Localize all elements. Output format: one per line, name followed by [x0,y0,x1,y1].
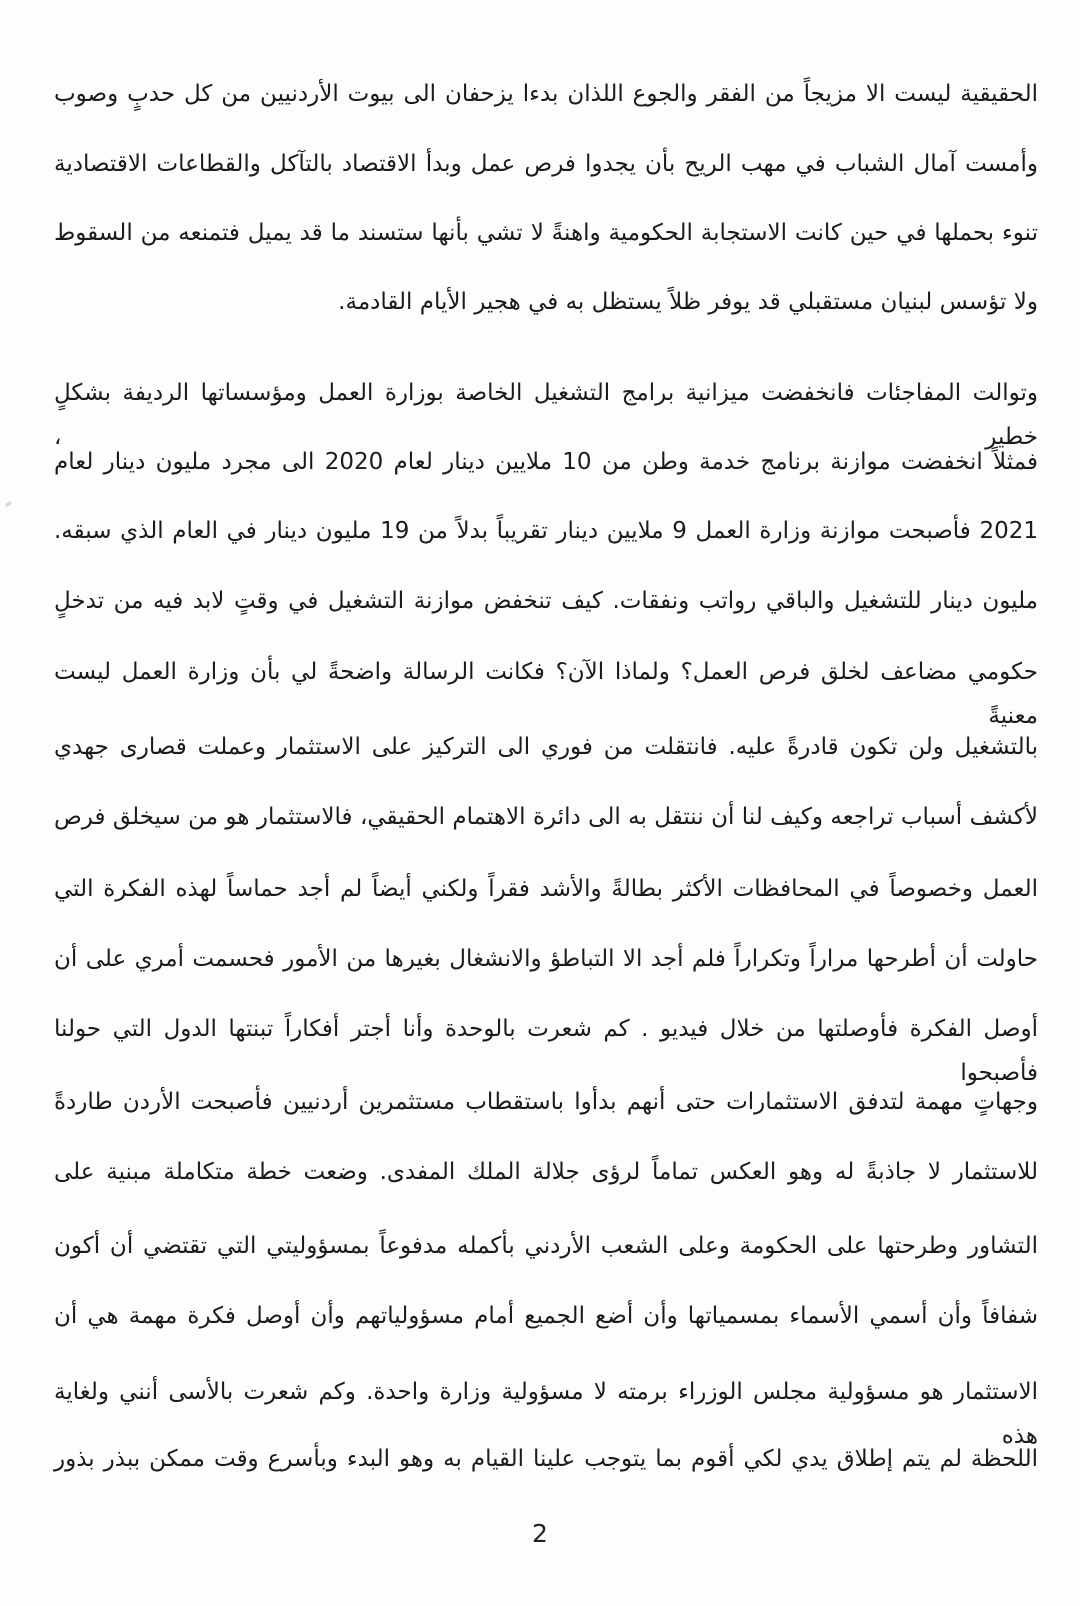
text-line: لأكشف أسباب تراجعه وكيف لنا أن ننتقل به الى دائرة الاهتمام الحقيقي، فالاستثمار هو من سيخلق فرص [54,804,1038,830]
text-line: بالتشغيل ولن تكون قادرةً عليه. فانتقلت من فوري الى التركيز على الاستثمار وعملت قصارى جهدي [54,734,1038,760]
text-line: العمل وخصوصاً في المحافظات الأكثر بطالةً والأشد فقراً ولكني أيضاً لم أجد حماساً لهذه الفكرة التي [54,876,1038,902]
text-line: فمثلاً انخفضت موازنة برنامج خدمة وطن من 10 ملايين دينار لعام 2020 الى مجرد مليون دينار لعام [54,449,1039,475]
text-line: وأمست آمال الشباب في مهب الريح بأن يجدوا فرص عمل وبدأ الاقتصاد بالتآكل والقطاعات الاقتصادية [54,151,1038,177]
text-line: أوصل الفكرة فأوصلتها من خلال فيديو . كم شعرت بالوحدة وأنا أجتر أفكاراً تبنتها الدول التي حولنا فأصبحوا [54,1016,1038,1086]
text-line: الحقيقية ليست الا مزيجاً من الفقر والجوع اللذان بدءا يزحفان الى بيوت الأردنيين من كل حدبٍ وصوب [54,81,1038,107]
text-line: ولا تؤسس لبنيان مستقبلي قد يوفر ظلاً يستظل به في هجير الأيام القادمة. [338,289,1038,315]
page-number: 2 [532,1519,548,1548]
text-line: الاستثمار هو مسؤولية مجلس الوزراء برمته لا مسؤولية وزارة واحدة. وكم شعرت بالأسى أنني ولغاية هذه [54,1379,1038,1449]
scan-artifact [4,500,12,507]
text-line: مليون دينار للتشغيل والباقي رواتب ونفقات. كيف تنخفض موازنة التشغيل في وقتٍ لابد فيه من تدخلٍ [54,588,1038,614]
text-line: اللحظة لم يتم إطلاق يدي لكي أقوم بما يتوجب علينا القيام به وهو البدء وبأسرع وقت ممكن ببذر بذور [54,1446,1038,1472]
text-line: 2021 فأصبحت موازنة وزارة العمل 9 ملايين دينار تقريباً بدلاً من 19 مليون دينار في العام الذي سبقه. [54,518,1038,544]
text-line: وجهاتٍ مهمة لتدفق الاستثمارات حتى أنهم بدأوا باستقطاب مستثمرين أردنيين فأصبحت الأردن طاردةً [54,1089,1038,1115]
text-line: تنوء بحملها في حين كانت الاستجابة الحكومية واهنةً لا تشي بأنها ستسند ما قد يميل فتمنعه من السقوط [54,220,1038,246]
text-line: التشاور وطرحتها على الحكومة وعلى الشعب الأردني بأكمله مدفوعاً بمسؤوليتي التي تقتضي أن أكون [54,1233,1038,1259]
text-line: شفافاً وأن أسمي الأسماء بمسمياتها وأن أضع الجميع أمام مسؤولياتهم وأن أوصل فكرة مهمة هي أن [54,1303,1038,1329]
text-line: وتوالت المفاجئات فانخفضت ميزانية برامج التشغيل الخاصة بوزارة العمل ومؤسساتها الرديفة بشكلٍ خطير ، [54,380,1038,450]
text-line: للاستثمار لا جاذبةً له وهو العكس تماماً لرؤى جلالة الملك المفدى. وضعت خطة متكاملة مبنية على [54,1159,1038,1185]
text-line: حكومي مضاعف لخلق فرص العمل؟ ولماذا الآن؟ فكانت الرسالة واضحةً لي بأن وزارة العمل ليست معنيةً [54,659,1038,729]
text-line: حاولت أن أطرحها مراراً وتكراراً فلم أجد الا التباطؤ والانشغال بغيرها من الأمور فحسمت أمري على أن [54,946,1038,972]
